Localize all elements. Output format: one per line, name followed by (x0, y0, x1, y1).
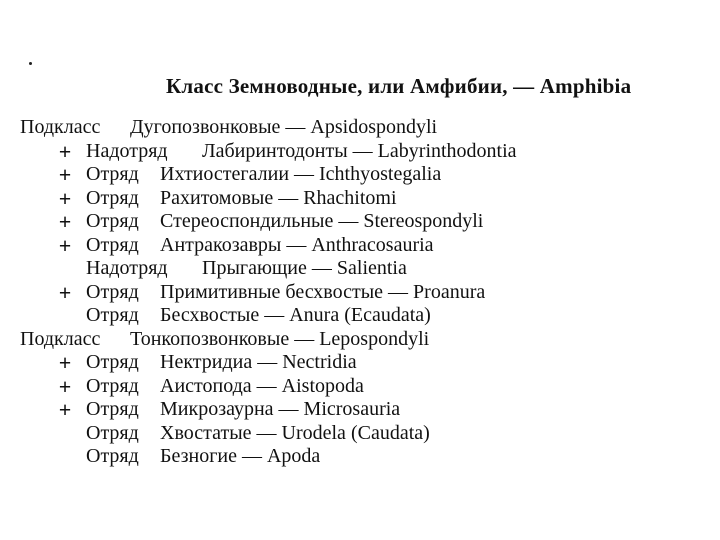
order-line (20, 187, 700, 211)
taxon-name: Хвостатые — Urodela (Caudata) (160, 421, 430, 444)
extinct-mark: + (58, 373, 72, 399)
subclass-line (20, 116, 700, 140)
rank-label: Отряд (86, 374, 139, 397)
extinct-mark: + (58, 279, 72, 305)
taxon-name: Бесхвостые — Anura (Ecaudata) (160, 304, 431, 326)
dust-speck (29, 62, 32, 65)
order-line (20, 234, 700, 258)
order-line (20, 281, 700, 305)
rank-label: Отряд (86, 398, 139, 420)
order-line (20, 351, 700, 375)
taxon-name: Лабиринтодонты — Labyrinthodontia (202, 139, 517, 162)
order-line (20, 422, 700, 446)
taxon-name: Антракозавры — Anthracosauria (160, 233, 434, 256)
extinct-mark: + (58, 232, 72, 258)
taxon-name: Аистопода — Aistopoda (160, 374, 364, 397)
superorder-line (20, 257, 700, 281)
page-title: Класс Земноводные, или Амфибии, — Amphibia (166, 74, 632, 98)
extinct-mark: + (58, 138, 72, 164)
taxon-name: Нектридиа — Nectridia (160, 351, 357, 373)
superorder-line (20, 140, 700, 164)
rank-label: Отряд (86, 186, 139, 209)
extinct-mark: + (58, 350, 72, 375)
order-line (20, 375, 700, 399)
rank-label: Отряд (86, 163, 139, 185)
order-line (20, 398, 700, 422)
taxon-name: Прыгающие — Salientia (202, 257, 407, 279)
rank-label: Отряд (86, 445, 139, 467)
rank-label: Подкласс (20, 327, 101, 350)
rank-label: Отряд (86, 351, 139, 373)
taxon-name: Тонкопозвонковые — Lepospondyli (130, 327, 430, 350)
rank-label: Отряд (86, 304, 139, 326)
order-line (20, 445, 700, 469)
taxon-name: Микрозаурна — Microsauria (160, 398, 401, 420)
taxon-name: Рахитомовые — Rhachitomi (160, 186, 397, 209)
order-line (20, 163, 700, 187)
rank-label: Отряд (86, 233, 139, 256)
rank-label: Отряд (86, 280, 139, 303)
rank-label: Подкласс (20, 116, 101, 138)
taxon-name: Примитивные бесхвостые — Proanura (160, 280, 486, 303)
order-line (20, 210, 700, 234)
extinct-mark: + (58, 209, 72, 234)
order-line (20, 304, 700, 328)
classification-list (20, 116, 700, 469)
rank-label: Надотряд (86, 257, 168, 279)
extinct-mark: + (58, 162, 72, 187)
taxon-name: Стереоспондильные — Stereospondyli (160, 210, 484, 232)
taxon-name: Дугопозвонковые — Apsidospondyli (130, 116, 438, 138)
rank-label: Отряд (86, 210, 139, 232)
extinct-mark: + (58, 185, 72, 211)
taxon-name: Безногие — Apoda (160, 445, 321, 467)
rank-label: Надотряд (86, 139, 168, 162)
extinct-mark: + (58, 397, 72, 422)
taxon-name: Ихтиостегалии — Ichthyostegalia (160, 163, 442, 185)
rank-label: Отряд (86, 421, 139, 444)
subclass-line (20, 328, 700, 352)
